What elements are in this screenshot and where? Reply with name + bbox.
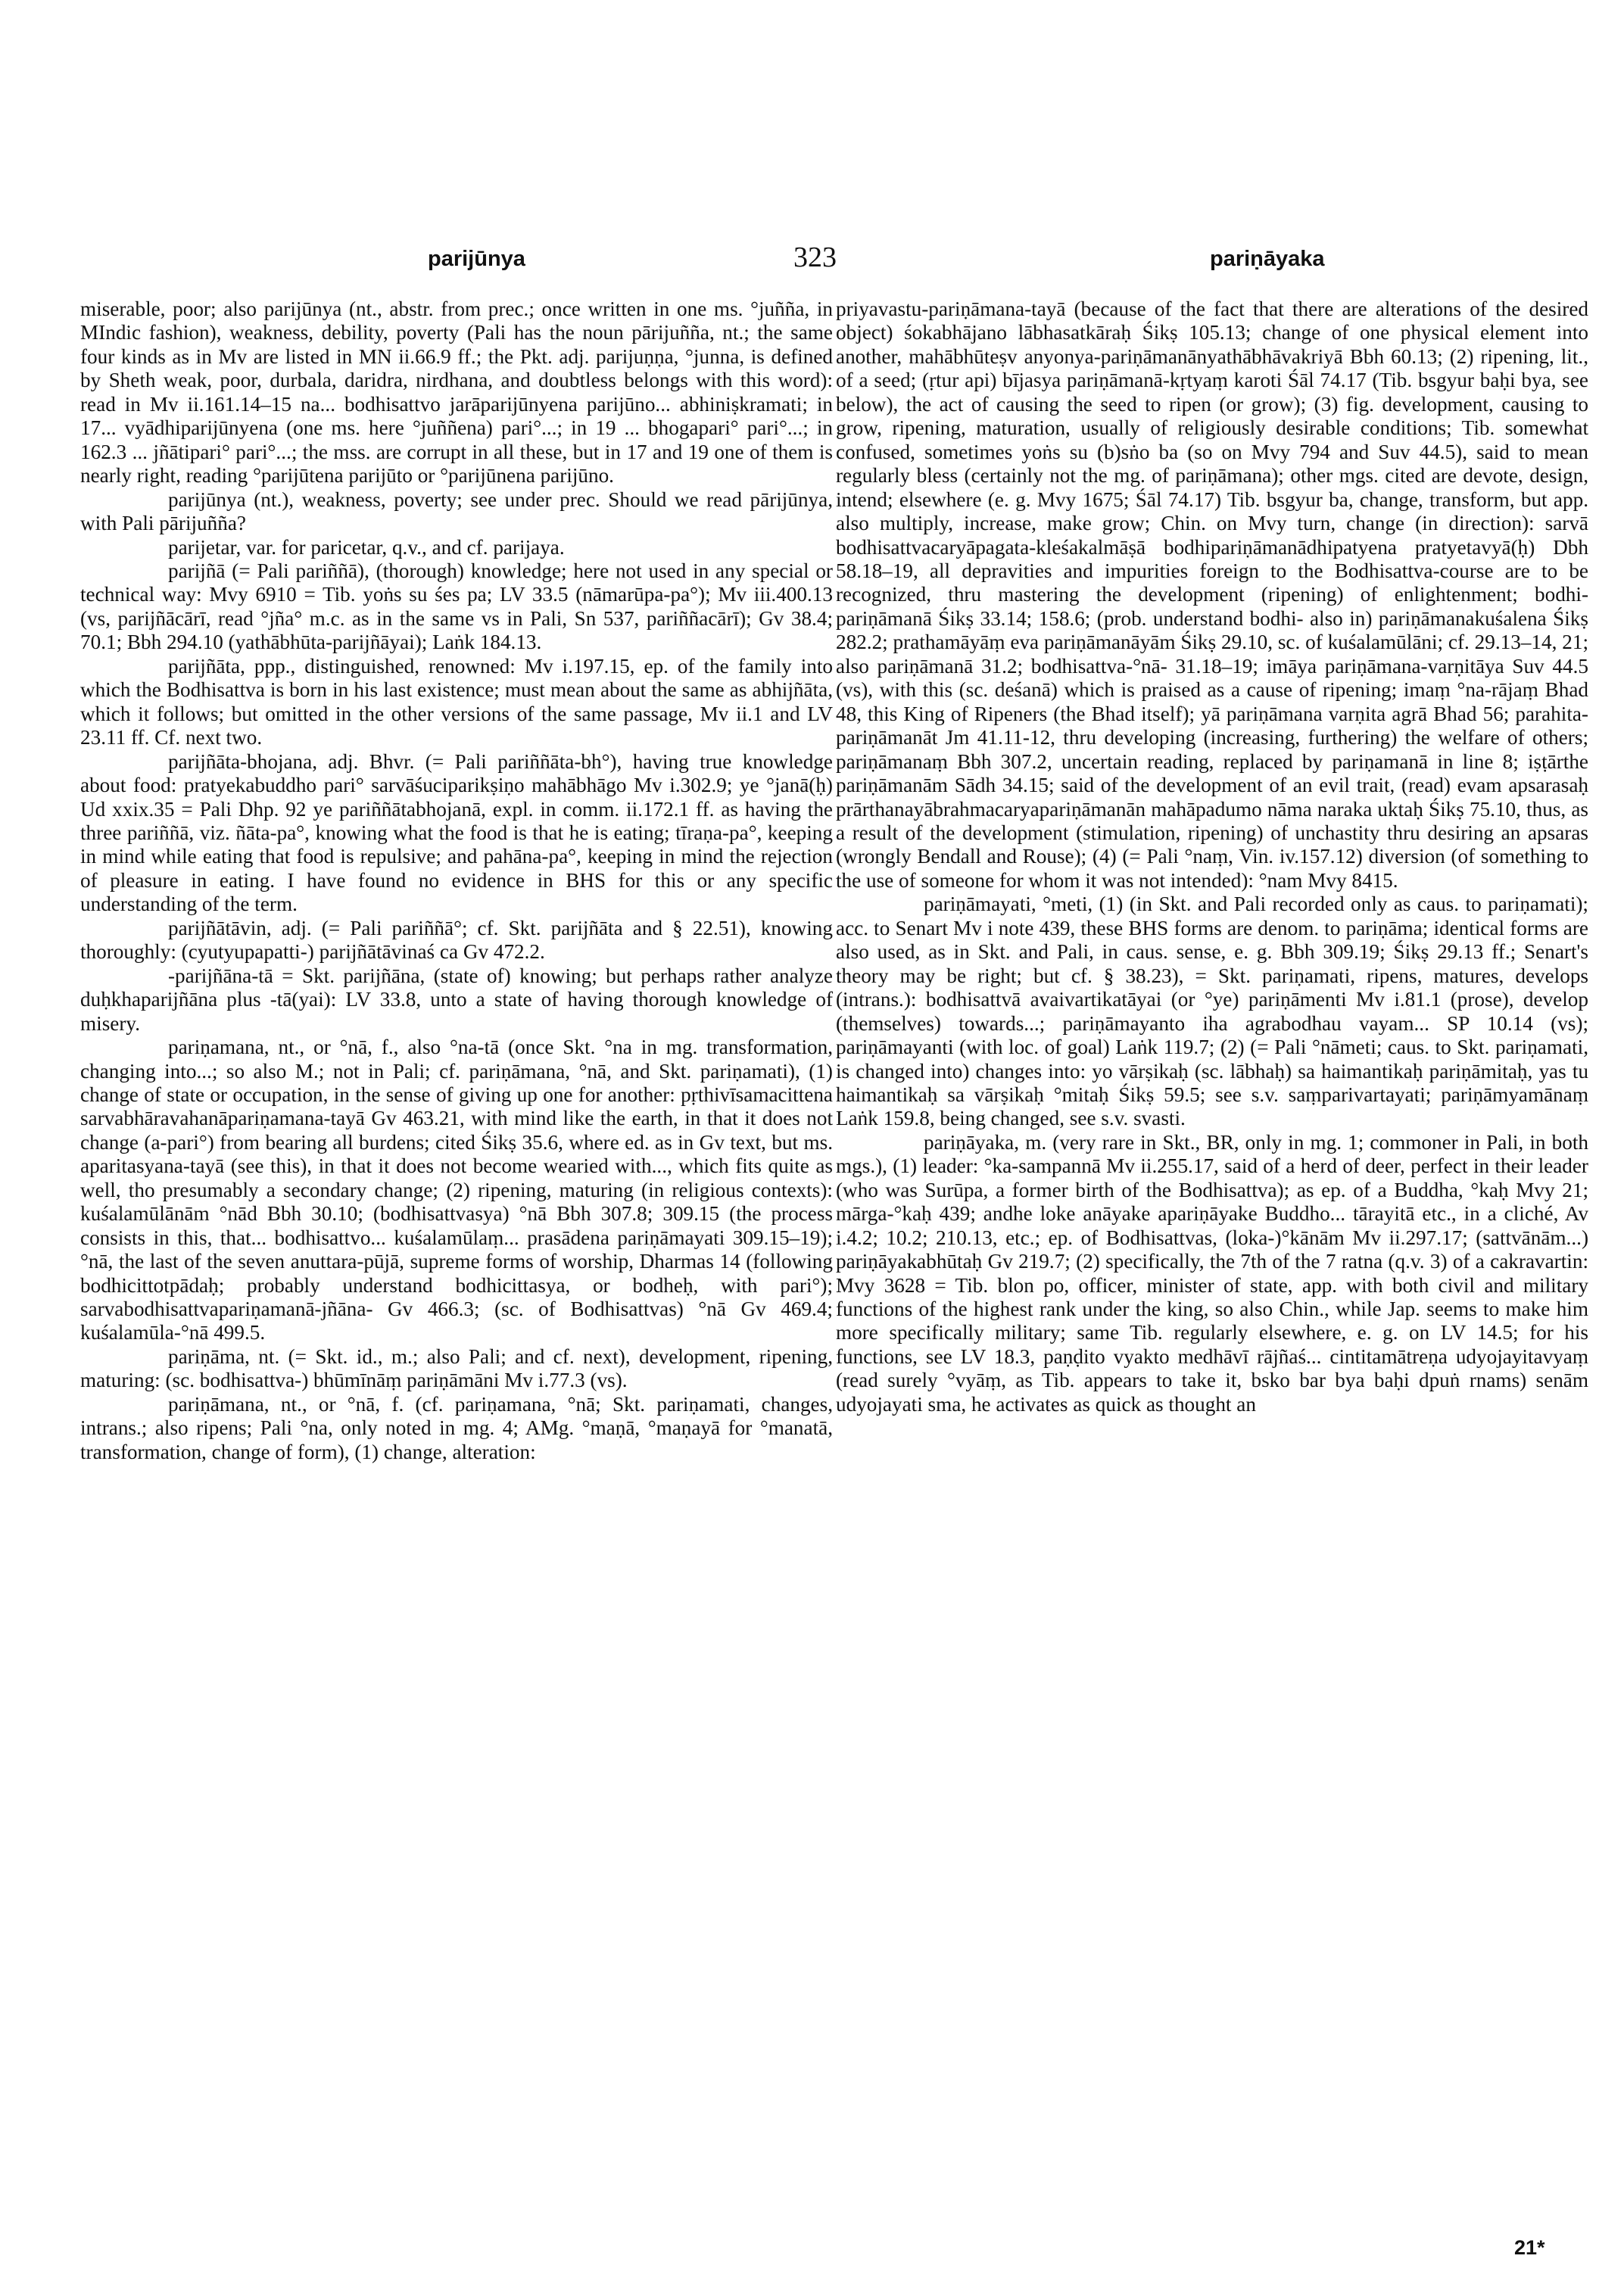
entry-paragraph: -parijñāna-tā = Skt. parijñāna, (state of) knowing; but perhaps rather analyze duḥkhaparijñāna plus -tā(yai): LV 33.8, unto a state of having thorough knowledge of misery. (80, 964, 833, 1035)
left-guide-word: parijūnya (428, 247, 525, 271)
right-guide-word: pariṇāyaka (1210, 247, 1325, 271)
entry-paragraph: pariṇāmayati, °meti, (1) (in Skt. and Pali recorded only as caus. to pariṇamati); acc. to Senart Mv i note 439, these BHS forms are denom. to pariṇāma; identical forms are also used, as in Skt. and Pali, in caus. sense, e. g. Bbh 309.19; Śikṣ 29.13 ff.; Senart's theory may be right; but cf. § 38.23), = Skt. pariṇamati, ripens, matures, develops (intrans.): bodhisattvā avaivartikatāyai (or °ye) pariṇāmenti Mv i.81.1 (prose), develop (themselves) towards...; pariṇāmayanto iha agrabodhau vayam... SP 10.14 (vs); pariṇāmayanti (with loc. of goal) Laṅk 119.7; (2) (= Pali °nāmeti; caus. to Skt. pariṇamati, is changed into) changes into: yo vārṣikaḥ (sc. lābhaḥ) sa haimantikaḥ pariṇāmitaḥ, yas tu haimantikaḥ sa vārṣikaḥ °mitaḥ Śikṣ 59.5; see s.v. saṃparivartayati; pariṇāmyamānaṃ Laṅk 159.8, being changed, see s.v. svasti. (836, 893, 1588, 1130)
page-number: 323 (793, 241, 837, 273)
entry-paragraph: pariṇāyaka, m. (very rare in Skt., BR, only in mg. 1; commoner in Pali, in both mgs.), (1) leader: °ka-sampannā Mv ii.255.17, said of a herd of deer, perfect in their leader (who was Surūpa, a former birth of the Bodhisattva); as ep. of a Buddha, °kaḥ Mvy 21; mārga-°kaḥ 439; andhe loke anāyake apariṇāyake Buddho... tārayitā etc., in a cliché, Av i.4.2; 10.2; 210.13, etc.; ep. of Bodhisattvas, (loka-)°kānām Mv ii.297.17; (sattvānām...) pariṇāyakabhūtaḥ Gv 219.7; (2) specifically, the 7th of the 7 ratna (q.v. 3) of a cakravartin: Mvy 3628 = Tib. blon po, officer, minister of state, app. with both civil and military functions of the highest rank under the king, so also Chin., while Jap. seems to make him more specifically military; same Tib. regularly elsewhere, e. g. on LV 14.5; for his functions, see LV 18.3, paṇḍito vyakto medhāvī rājñaś... cintitamātreṇa udyojayitavyaṃ (read surely °vyāṃ, as Tib. appears to take it, bsko bar bya baḥi dpuṅ rnams) senām udyojayati sma, he activates as quick as thought an (836, 1130, 1588, 1416)
page-header (0, 241, 1624, 286)
right-column (836, 298, 1588, 1416)
entry-paragraph: parijetar, var. for paricetar, q.v., and cf. parijaya. (168, 535, 565, 559)
entry-paragraph: parijñāta-bhojana, adj. Bhvr. (= Pali pariññāta-bh°), having true knowledge about food: pratyekabuddho pari° sarvāśuciparikṣiṇo mahābhāgo Mv i.302.9; ye °janā(ḥ) Ud xxix.35 = Pali Dhp. 92 ye pariññātabhojanā, expl. in comm. ii.172.1 ff. as having the three pariññā, viz. ñāta-pa°, knowing what the food is that he is eating; tīraṇa-pa°, keeping in mind while eating that food is repulsive; and pahāna-pa°, keeping in mind the rejection of pleasure in eating. I have found no evidence in BHS for this or any specific understanding of the term. (80, 749, 833, 916)
entry-paragraph: pariṇāmana, nt., or °nā, f. (cf. pariṇamana, °nā; Skt. pariṇamati, changes, intrans.; also ripens; Pali °na, only noted in mg. 4; AMg. °maṇā, °maṇayā for °manatā, transformation, change of form), (1) change, alteration: (80, 1392, 833, 1463)
entry-paragraph: miserable, poor; also parijūnya (nt., abstr. from prec.; once written in one ms. °juñña, in MIndic fashion), weakness, debility, poverty (Pali has the noun pārijuñña, nt.; the same four kinds as in Mv are listed in MN ii.66.9 ff.; the Pkt. adj. parijuṇṇa, °junna, is defined by Sheth weak, poor, durbala, daridra, nirdhana, and doubtless belongs with this word): read in Mv ii.161.14–15 na... bodhisattvo jarāparijūnyena parijūno... abhiniṣkramati; in 17... vyādhiparijūnyena (one ms. here °juññena) pari°...; in 19 ... bhogapari° pari°...; in 162.3 ... jñātipari° pari°...; the mss. are corrupt in all these, but in 17 and 19 one of them is nearly right, reading °parijūtena parijūto or °parijūnena parijūno. (80, 298, 833, 488)
signature-mark: 21* (1514, 2236, 1545, 2259)
entry-paragraph: parijñā (= Pali pariññā), (thorough) knowledge; here not used in any special or technical way: Mvy 6910 = Tib. yoṅs su śes pa; LV 33.5 (nāmarūpa-pa°); Mv iii.400.13 (vs, parijñācārī, read °jña° m.c. as in the same vs in Pali, Sn 537, pariññacārī); Gv 38.4; 70.1; Bbh 294.10 (yathābhūta-parijñāyai); Laṅk 184.13. (80, 559, 833, 654)
entry-paragraph: pariṇamana, nt., or °nā, f., also °na-tā (once Skt. °na in mg. transformation, changing into...; so also M.; not in Pali; cf. pariṇāmana, °nā, and Skt. pariṇamati), (1) change of state or occupation, in the sense of giving up one for another: pṛthivīsamacittena sarvabhāravahanāpariṇamana-tayā Gv 463.21, with mind like the earth, in that it does not change (a-pari°) from bearing all burdens; cited Śikṣ 35.6, where ed. as in Gv text, but ms. aparitasyana-tayā (see this), in that it does not become wearied with..., which fits quite as well, tho presumably a secondary change; (2) ripening, maturing (in religious contexts): kuśalamūlānām °nād Bbh 30.10; (bodhisattvasya) °nā Bbh 307.8; 309.15 (the process consists in this, that... bodhisattvo... kuśalamūlaṃ... prasādena pariṇāmayati 309.15–19); °nā, the last of the seven anuttara-pūjā, supreme forms of worship, Dharmas 14 (following bodhicittotpādaḥ; probably understand bodhicittasya, or bodheḥ, with pari°); sarvabodhisattvapariṇamanā-jñāna- Gv 466.3; (sc. of Bodhisattvas) °nā Gv 469.4; kuśalamūla-°nā 499.5. (80, 1036, 833, 1344)
entry-paragraph: parijūnya (nt.), weakness, poverty; see under prec. Should we read pārijūnya, with Pali pārijuñña? (80, 488, 833, 535)
entry-paragraph: parijñāta, ppp., distinguished, renowned: Mv i.197.15, ep. of the family into which the Bodhisattva is born in his last existence; must mean about the same as abhijñāta, which it follows; but omitted in the other versions of the same passage, Mv ii.1 and LV 23.11 ff. Cf. next two. (80, 654, 833, 749)
entry-paragraph: priyavastu-pariṇāmana-tayā (because of the fact that there are alterations of the desired object) śokabhājano lābhasatkāraḥ Śikṣ 105.13; change of one physical element into another, mahābhūteṣv anyonya-pariṇāmanānyathābhāvakriyā Bbh 60.13; (2) ripening, lit., of a seed; (ṛtur api) bījasya pariṇāmanā-kṛtyaṃ karoti Śāl 74.17 (Tib. bsgyur baḥi bya, see below), the act of causing the seed to ripen (or grow); (3) fig. development, causing to grow, ripening, maturation, usually of religiously desirable conditions; Tib. somewhat confused, sometimes yoṅs su (b)sṅo ba (so on Mvy 794 and Suv 44.5), said to mean regularly bless (certainly not the mg. of pariṇāmana); other mgs. cited are devote, design, intend; elsewhere (e. g. Mvy 1675; Śāl 74.17) Tib. bsgyur ba, change, transform, but app. also multiply, increase, make grow; Chin. on Mvy turn, change (in direction): sarvā bodhisattvacaryāpagata-kleśakalmāṣā bodhipariṇāmanādhipatyena pratyetavyā(ḥ) Dbh 58.18–19, all depravities and impurities foreign to the Bodhisattva-course are to be recognized, thru mastering the development (ripening) of enlightenment; bodhi-pariṇāmanā Śikṣ 33.14; 158.6; (prob. understand bodhi- also in) pariṇāmanakuśalena Śikṣ 282.2; prathamāyāṃ eva pariṇāmanāyām Śikṣ 29.10, sc. of kuśalamūlāni; cf. 29.13–14, 21; also pariṇāmanā 31.2; bodhisattva-°nā- 31.18–19; imāya pariṇāmana-varṇitāya Suv 44.5 (vs), with this (sc. deśanā) which is praised as a cause of ripening; imaṃ °na-rājaṃ Bhad 48, this King of Ripeners (the Bhad itself); yā pariṇāmana varṇita agrā Bhad 56; parahita-pariṇāmanāt Jm 41.11-12, thru developing (increasing, furthering) the welfare of others; pariṇāmanaṃ Bbh 307.2, uncertain reading, replaced by pariṇamanā in line 8; iṣṭārthe pariṇāmanām Sādh 34.15; said of the development of an evil trait, (read) evam apsarasaḥ prārthanayābrahmacaryapariṇāmanān mahāpadumo nāma naraka uktaḥ Śikṣ 75.10, thus, as a result of the development (stimulation, ripening) of unchastity thru desiring an apsaras (wrongly Bendall and Rouse); (4) (= Pali °naṃ, Vin. iv.157.12) diversion (of something to the use of someone for whom it was not intended): °nam Mvy 8415. (836, 298, 1588, 892)
entry-paragraph: parijñātāvin, adj. (= Pali pariññā°; cf. Skt. parijñāta and § 22.51), knowing thoroughly: (cyutyupapatti-) parijñātāvinaś ca Gv 472.2. (80, 916, 833, 964)
entry-paragraph: pariṇāma, nt. (= Skt. id., m.; also Pali; and cf. next), development, ripening, maturing: (sc. bodhisattva-) bhūmīnāṃ pariṇāmāni Mv i.77.3 (vs). (80, 1344, 833, 1392)
left-column (80, 298, 833, 1464)
